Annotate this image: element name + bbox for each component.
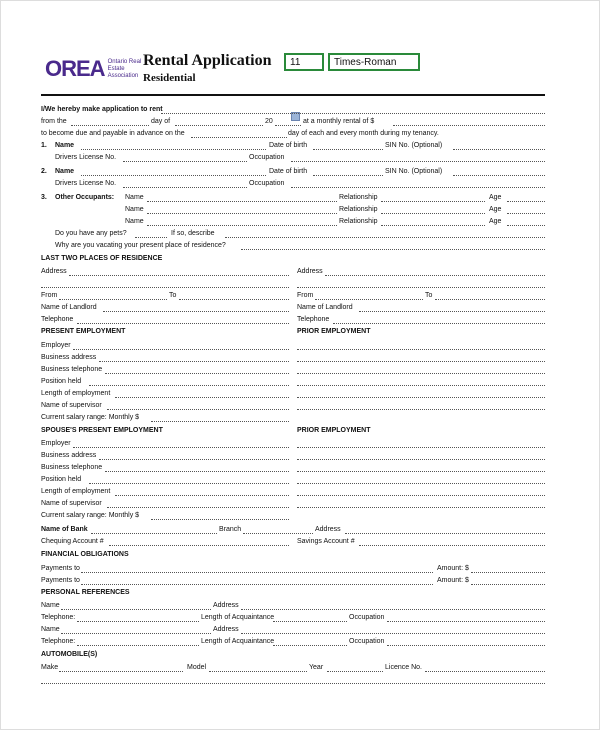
sp-prior-bus-tel-field[interactable] [297, 463, 545, 472]
res1-to-field[interactable] [179, 291, 289, 300]
res2-address-line2[interactable] [297, 279, 545, 288]
emp-supervisor-label: Name of supervisor [41, 402, 102, 409]
occupant3-age-label: Age [489, 218, 502, 225]
ref2-telephone-label: Telephone: [41, 638, 76, 645]
auto1-year-field[interactable] [327, 663, 383, 672]
applicant1-name-label: Name [55, 142, 75, 149]
amount-1-label: Amount: $ [437, 565, 469, 572]
emp-supervisor-field[interactable] [107, 401, 289, 410]
auto1-year-label: Year [309, 664, 324, 671]
res1-landlord-field[interactable] [103, 303, 289, 312]
auto1-make-field[interactable] [59, 663, 183, 672]
applicant2-dl-label: Drivers License No. [55, 180, 117, 187]
spouse-employment-heading: SPOUSE'S PRESENT EMPLOYMENT [41, 427, 163, 434]
branch-field[interactable] [243, 525, 313, 534]
ref2-name-label: Name [41, 626, 60, 633]
amount-1-field[interactable] [471, 564, 545, 573]
ref1-acquaint-label: Length of Acquaintance [201, 614, 275, 621]
ref1-name-label: Name [41, 602, 60, 609]
sp-prior-bus-addr-field[interactable] [297, 451, 545, 460]
occupant3-relationship-field[interactable] [381, 217, 485, 226]
res2-telephone-label: Telephone [297, 316, 330, 323]
savings-field[interactable] [359, 537, 545, 546]
sp-prior-employer-field[interactable] [297, 439, 545, 448]
ref2-telephone-field[interactable] [77, 637, 199, 646]
prior-position-field[interactable] [297, 377, 545, 386]
occupant1-relationship-label: Relationship [339, 194, 378, 201]
emp-bus-addr-label: Business address [41, 354, 97, 361]
due-payable-label: to become due and payable in advance on the [41, 130, 185, 137]
prior-length-field[interactable] [297, 389, 545, 398]
res2-from-field[interactable] [315, 291, 423, 300]
logo-text: Ontario Real Estate Association [107, 58, 142, 79]
ref2-occupation-field[interactable] [387, 637, 545, 646]
sp-bus-addr-label: Business address [41, 452, 97, 459]
emp-position-label: Position held [41, 378, 82, 385]
sp-salary-label: Current salary range: Monthly $ [41, 512, 140, 519]
occupant3-name-field[interactable] [147, 217, 337, 226]
sp-bus-tel-field[interactable] [105, 463, 289, 472]
intro-label: I/We hereby make application to rent [41, 106, 163, 113]
applicant1-sin-field[interactable] [453, 141, 545, 150]
sp-employer-field[interactable] [73, 439, 289, 448]
occupant1-relationship-field[interactable] [381, 193, 485, 202]
applicant1-occupation-label: Occupation [249, 154, 285, 161]
res2-to-label: To [425, 292, 433, 299]
occupant3-age-field[interactable] [507, 217, 545, 226]
emp-position-field[interactable] [89, 377, 289, 386]
occupant2-name-label: Name [125, 206, 144, 213]
amount-2-label: Amount: $ [437, 577, 469, 584]
res1-from-field[interactable] [59, 291, 167, 300]
applicant2-dob-label: Date of birth [269, 168, 308, 175]
occupant1-name-field[interactable] [147, 193, 337, 202]
sp-prior-supervisor-field[interactable] [297, 499, 545, 508]
monthly-rental-field[interactable] [393, 117, 545, 126]
sp-position-field[interactable] [89, 475, 289, 484]
applicant1-dl-label: Drivers License No. [55, 154, 117, 161]
pets-field[interactable] [135, 229, 167, 238]
from-year-field[interactable] [275, 117, 301, 126]
occupant2-age-label: Age [489, 206, 502, 213]
emp-bus-tel-field[interactable] [105, 365, 289, 374]
ref1-occupation-label: Occupation [349, 614, 385, 621]
each-month-label: day of each and every month during my tenancy. [288, 130, 439, 137]
sp-prior-position-field[interactable] [297, 475, 545, 484]
branch-label: Branch [219, 526, 242, 533]
applicant1-dob-label: Date of birth [269, 142, 308, 149]
sp-length-label: Length of employment [41, 488, 111, 495]
other-occupants-label: Other Occupants: [55, 194, 115, 201]
bank-name-label: Name of Bank [41, 526, 88, 533]
sp-employer-label: Employer [41, 440, 71, 447]
auto1-licence-label: Licence No. [385, 664, 422, 671]
prior-supervisor-field[interactable] [297, 401, 545, 410]
financial-obligations-heading: FINANCIAL OBLIGATIONS [41, 551, 129, 558]
chequing-label: Chequing Account # [41, 538, 104, 545]
applicant1-name-field[interactable] [81, 141, 266, 150]
sp-bus-tel-label: Business telephone [41, 464, 103, 471]
monthly-rental-label: at a monthly rental of $ [303, 118, 375, 125]
vacating-field[interactable] [241, 241, 545, 250]
form-subtitle: Residential [143, 72, 196, 84]
pets-label: Do you have any pets? [55, 230, 127, 237]
chequing-field[interactable] [109, 537, 289, 546]
pets-describe-field[interactable] [225, 229, 545, 238]
res2-address-label: Address [297, 268, 323, 275]
ref2-occupation-label: Occupation [349, 638, 385, 645]
auto1-model-label: Model [187, 664, 207, 671]
vacating-label: Why are you vacating your present place of residence? [55, 242, 226, 249]
sp-position-label: Position held [41, 476, 82, 483]
bank-address-field[interactable] [345, 525, 545, 534]
ref2-address-label: Address [213, 626, 239, 633]
applicant1-dl-field[interactable] [123, 153, 247, 162]
res2-from-label: From [297, 292, 314, 299]
emp-salary-field[interactable] [151, 413, 289, 422]
emp-employer-field[interactable] [73, 341, 289, 350]
res2-address-field[interactable] [325, 267, 545, 276]
ref2-name-field[interactable] [61, 625, 211, 634]
res2-landlord-field[interactable] [359, 303, 545, 312]
applicant1-occupation-field[interactable] [291, 153, 545, 162]
auto1-licence-field[interactable] [425, 663, 545, 672]
ref1-address-label: Address [213, 602, 239, 609]
savings-label: Savings Account # [297, 538, 355, 545]
applicant2-occupation-label: Occupation [249, 180, 285, 187]
auto2-field[interactable] [41, 675, 545, 684]
res2-landlord-label: Name of Landlord [297, 304, 353, 311]
logo-mark: OREA [45, 56, 105, 81]
applicant2-number: 2. [41, 168, 47, 175]
bank-name-field[interactable] [91, 525, 217, 534]
ref2-address-field[interactable] [241, 625, 545, 634]
auto1-model-field[interactable] [209, 663, 307, 672]
ref1-acquaint-field[interactable] [273, 613, 347, 622]
sp-prior-length-field[interactable] [297, 487, 545, 496]
applicant2-sin-field[interactable] [453, 167, 545, 176]
occupant2-relationship-field[interactable] [381, 205, 485, 214]
from-day-field[interactable] [71, 117, 149, 126]
res1-address-field[interactable] [69, 267, 289, 276]
sp-supervisor-label: Name of supervisor [41, 500, 102, 507]
res1-address-label: Address [41, 268, 67, 275]
emp-length-field[interactable] [115, 389, 289, 398]
from-month-field[interactable] [175, 117, 263, 126]
emp-bus-addr-field[interactable] [99, 353, 289, 362]
orea-logo [45, 56, 148, 82]
occupant2-age-field[interactable] [507, 205, 545, 214]
prior-bus-addr-field[interactable] [297, 353, 545, 362]
applicant2-name-field[interactable] [81, 167, 266, 176]
automobiles-heading: AUTOMOBILE(S) [41, 651, 98, 658]
last-two-places-heading: LAST TWO PLACES OF RESIDENCE [41, 255, 163, 262]
ref1-name-field[interactable] [61, 601, 211, 610]
font-size-field[interactable]: 11 [284, 53, 324, 71]
res1-from-label: From [41, 292, 58, 299]
prior-employment-heading: PRIOR EMPLOYMENT [297, 328, 371, 335]
header-rule [41, 94, 545, 96]
bank-address-label: Address [315, 526, 341, 533]
occupant3-relationship-label: Relationship [339, 218, 378, 225]
amount-2-field[interactable] [471, 576, 545, 585]
ref2-acquaint-field[interactable] [273, 637, 347, 646]
occupants-number: 3. [41, 194, 47, 201]
res1-telephone-label: Telephone [41, 316, 74, 323]
applicant2-dob-field[interactable] [313, 167, 383, 176]
res1-telephone-field[interactable] [77, 315, 289, 324]
auto1-make-label: Make [41, 664, 59, 671]
ref2-acquaint-label: Length of Acquaintance [201, 638, 275, 645]
emp-salary-label: Current salary range: Monthly $ [41, 414, 140, 421]
res1-to-label: To [169, 292, 177, 299]
occupant2-relationship-label: Relationship [339, 206, 378, 213]
payments-to-2-label: Payments to [41, 577, 80, 584]
rent-address-field[interactable] [161, 105, 545, 114]
ref1-telephone-field[interactable] [77, 613, 199, 622]
occupant1-age-label: Age [489, 194, 502, 201]
payments-to-1-label: Payments to [41, 565, 80, 572]
occupant1-name-label: Name [125, 194, 144, 201]
payments-to-1-field[interactable] [81, 564, 433, 573]
occupant3-name-label: Name [125, 218, 144, 225]
font-family-field[interactable]: Times-Roman [328, 53, 420, 71]
ref1-address-field[interactable] [241, 601, 545, 610]
applicant1-dob-field[interactable] [313, 141, 383, 150]
res2-telephone-field[interactable] [333, 315, 545, 324]
prior-employer-field[interactable] [297, 341, 545, 350]
sp-salary-field[interactable] [151, 511, 289, 520]
year-twenty-label: 20 [265, 118, 273, 125]
emp-employer-label: Employer [41, 342, 71, 349]
occupant2-name-field[interactable] [147, 205, 337, 214]
occupant1-age-field[interactable] [507, 193, 545, 202]
present-employment-heading: PRESENT EMPLOYMENT [41, 328, 126, 335]
day-of-label: day of [151, 118, 171, 125]
due-day-field[interactable] [191, 129, 287, 138]
spouse-prior-employment-heading: PRIOR EMPLOYMENT [297, 427, 371, 434]
payments-to-2-field[interactable] [81, 576, 433, 585]
sp-bus-addr-field[interactable] [99, 451, 289, 460]
sp-supervisor-field[interactable] [107, 499, 289, 508]
applicant2-name-label: Name [55, 168, 75, 175]
res1-landlord-label: Name of Landlord [41, 304, 97, 311]
applicant1-number: 1. [41, 142, 47, 149]
form-title: Rental Application [143, 52, 272, 69]
emp-length-label: Length of employment [41, 390, 111, 397]
res2-to-field[interactable] [435, 291, 545, 300]
applicant2-sin-label: SIN No. (Optional) [385, 168, 443, 175]
ref1-telephone-label: Telephone: [41, 614, 76, 621]
applicant2-occupation-field[interactable] [291, 179, 545, 188]
emp-bus-tel-label: Business telephone [41, 366, 103, 373]
ref1-occupation-field[interactable] [387, 613, 545, 622]
if-so-label: If so, describe [171, 230, 215, 237]
prior-bus-tel-field[interactable] [297, 365, 545, 374]
personal-references-heading: PERSONAL REFERENCES [41, 589, 130, 596]
from-the-label: from the [41, 118, 67, 125]
applicant1-sin-label: SIN No. (Optional) [385, 142, 443, 149]
res1-address-line2[interactable] [41, 279, 289, 288]
applicant2-dl-field[interactable] [123, 179, 247, 188]
sp-length-field[interactable] [115, 487, 289, 496]
